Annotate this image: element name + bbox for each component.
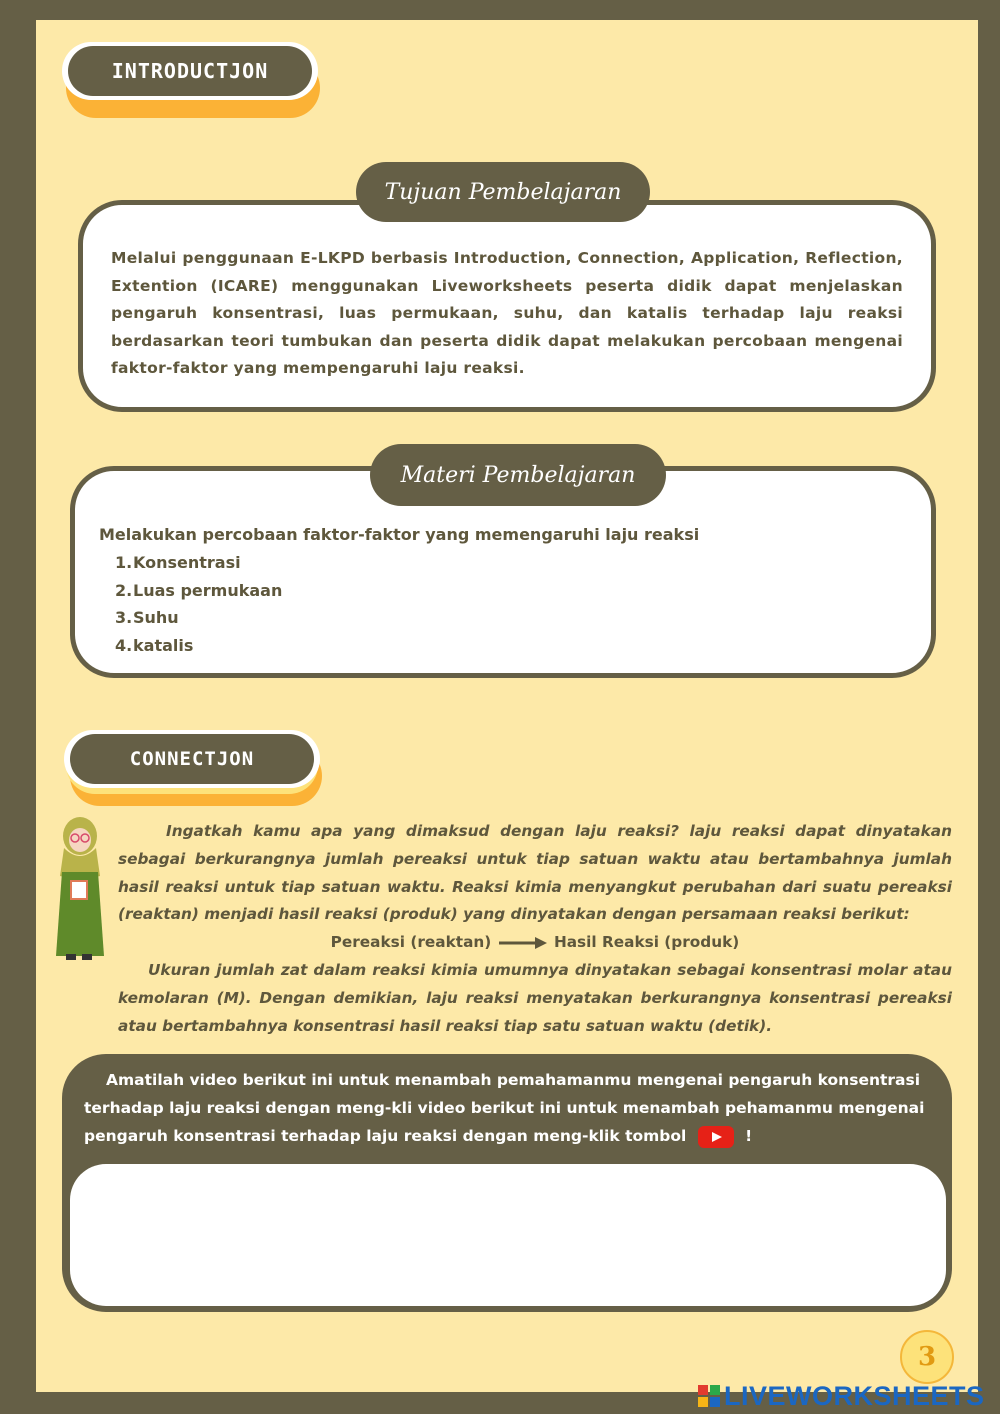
liveworksheets-logo [698,1378,985,1414]
list-item: 1.Konsentrasi [115,553,241,572]
list-item: 2.Luas permukaan [115,580,283,600]
tujuan-tab: Tujuan Pembelajaran [356,162,650,222]
list-item: 3.Suhu [115,608,179,627]
teacher-illustration [50,816,120,966]
arrow-right-icon [497,936,549,950]
video-box [62,1054,952,1312]
list-item: 4.katalis [115,635,194,655]
youtube-play-button[interactable] [698,1126,734,1148]
connection-heading: CONNECTJON [70,734,314,784]
equation-right: Hasil Reaksi (produk) [553,933,740,952]
worksheet-page [36,20,978,1392]
connection-para1: Ingatkah kamu apa yang dimaksud dengan laju reaksi? laju reaksi dapat dinyatakan sebagai berkurangnya jumlah pereaksi untuk tiap satuan waktu atau bertambahnya jumlah hasil reaksi untuk tiap satuan waktu. Reaksi kimia menyangkut perubahan dari suatu pereaksi (reaktan) menjadi hasil reaksi (produk) yang dinyatakan dengan persamaan reaksi berikut: [118,822,952,924]
page-number: 3 [900,1330,954,1384]
connection-text [118,818,952,1040]
materi-list [99,549,911,659]
connection-para2: Ukuran jumlah zat dalam reaksi kimia umumnya dinyatakan sebagai konsentrasi molar atau kemolaran (M). Dengan demikian, laju reaksi menyatakan berkurangnya konsentrasi pereaksi atau bertambahnya konsentrasi hasil reaksi tiap satu satuan waktu (detik). [118,960,952,1035]
video-instruction: Amatilah video berikut ini untuk menambah pemahamanmu mengenai pengaruh konsentrasi terhadap laju reaksi dengan meng-kli video berikut ini untuk menambah pehamanmu mengenai pengaruh konsentrasi terhadap laju reaksi dengan meng-klik tombol ! [62,1054,952,1150]
reaction-equation [118,929,952,957]
materi-tab: Materi Pembelajaran [370,444,666,506]
tujuan-card [78,200,936,412]
materi-title: Melakukan percobaan faktor-faktor yang memengaruhi laju reaksi [99,525,700,544]
logo-text: LIVEWORKSHEETS [724,1380,985,1411]
tujuan-text: Melalui penggunaan E-LKPD berbasis Introduction, Connection, Application, Reflection, Extention (ICARE) menggunakan Liveworksheets peserta didik dapat menjelaskan pengaruh konsentrasi, luas permukaan, suhu, dan katalis terhadap laju reaksi berdasarkan teori tumbukan dan peserta didik dapat melakukan percobaan mengenai faktor-faktor yang mempengaruhi laju reaksi. [111,249,903,377]
equation-left: Pereaksi (reaktan) [330,933,492,952]
logo-squares-icon [698,1385,720,1407]
introduction-heading: INTRODUCTJON [68,46,312,96]
video-area[interactable] [70,1164,946,1306]
